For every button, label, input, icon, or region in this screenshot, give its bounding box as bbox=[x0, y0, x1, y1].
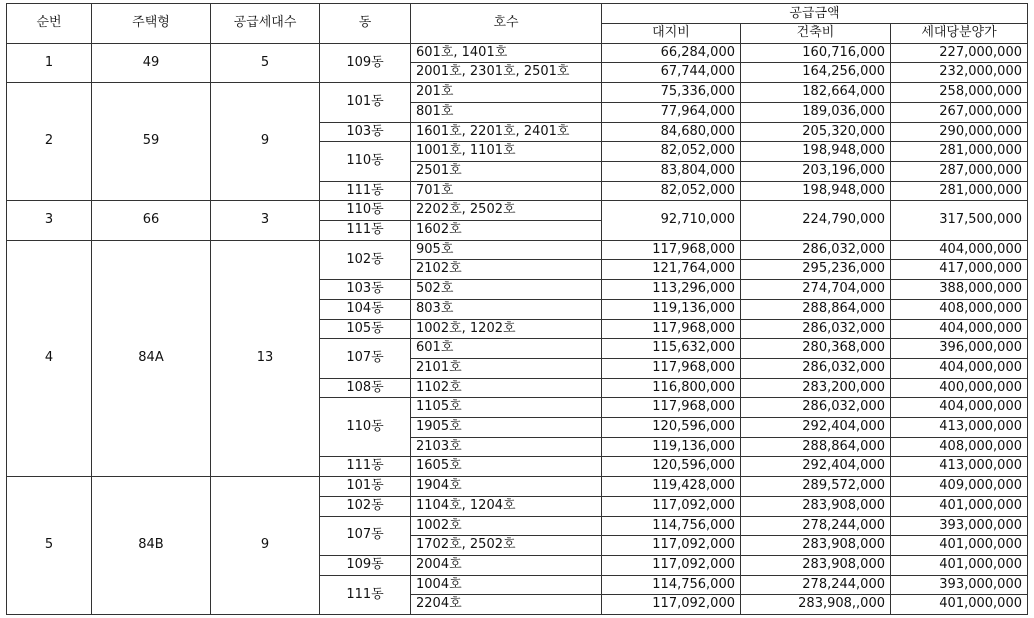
ho-cell: 2204호 bbox=[411, 595, 602, 615]
ho-cell: 1004호 bbox=[411, 575, 602, 595]
land-cost-cell: 117,968,000 bbox=[602, 240, 741, 260]
housing-type-cell: 84B bbox=[92, 477, 211, 615]
land-cost-cell: 82,052,000 bbox=[602, 142, 741, 162]
land-cost-cell: 117,968,000 bbox=[602, 398, 741, 418]
ho-cell: 2102호 bbox=[411, 260, 602, 280]
ho-cell: 201호 bbox=[411, 83, 602, 103]
ho-cell: 1905호 bbox=[411, 418, 602, 438]
dong-cell: 108동 bbox=[320, 378, 411, 398]
ho-cell: 1105호 bbox=[411, 398, 602, 418]
land-cost-cell: 66,284,000 bbox=[602, 43, 741, 63]
dong-cell: 109동 bbox=[320, 555, 411, 575]
header-land-cost: 대지비 bbox=[602, 24, 741, 44]
housing-type-cell: 66 bbox=[92, 201, 211, 240]
land-cost-cell: 119,136,000 bbox=[602, 299, 741, 319]
supply-units-cell: 5 bbox=[211, 43, 320, 82]
ho-cell: 601호 bbox=[411, 339, 602, 359]
building-cost-cell: 289,572,000 bbox=[741, 477, 891, 497]
ho-cell: 2202호, 2502호 bbox=[411, 201, 602, 221]
dong-cell: 109동 bbox=[320, 43, 411, 82]
ho-cell: 1002호 bbox=[411, 516, 602, 536]
supply-price-table bbox=[6, 3, 1028, 615]
unit-price-cell: 408,000,000 bbox=[891, 299, 1028, 319]
dong-cell: 103동 bbox=[320, 122, 411, 142]
dong-cell: 101동 bbox=[320, 83, 411, 122]
header-unit-price: 세대당분양가 bbox=[891, 24, 1028, 44]
table-row bbox=[7, 201, 1028, 221]
building-cost-cell: 286,032,000 bbox=[741, 240, 891, 260]
header-ho: 호수 bbox=[411, 4, 602, 44]
unit-price-cell: 281,000,000 bbox=[891, 181, 1028, 201]
header-supply-amount: 공급금액 bbox=[602, 4, 1028, 24]
building-cost-cell: 160,716,000 bbox=[741, 43, 891, 63]
dong-cell: 111동 bbox=[320, 181, 411, 201]
unit-price-cell: 393,000,000 bbox=[891, 516, 1028, 536]
dong-cell: 111동 bbox=[320, 575, 411, 614]
land-cost-cell: 120,596,000 bbox=[602, 418, 741, 438]
unit-price-cell: 290,000,000 bbox=[891, 122, 1028, 142]
ho-cell: 2501호 bbox=[411, 161, 602, 181]
supply-units-cell: 3 bbox=[211, 201, 320, 240]
dong-cell: 110동 bbox=[320, 398, 411, 457]
land-cost-cell: 113,296,000 bbox=[602, 280, 741, 300]
seq-cell: 4 bbox=[7, 240, 92, 476]
table-body bbox=[7, 43, 1028, 614]
unit-price-cell: 417,000,000 bbox=[891, 260, 1028, 280]
land-cost-cell: 117,968,000 bbox=[602, 319, 741, 339]
building-cost-cell: 164,256,000 bbox=[741, 63, 891, 83]
building-cost-cell: 189,036,000 bbox=[741, 102, 891, 122]
header-building-cost: 건축비 bbox=[741, 24, 891, 44]
dong-cell: 102동 bbox=[320, 496, 411, 516]
ho-cell: 1702호, 2502호 bbox=[411, 536, 602, 556]
building-cost-cell: 283,908,000 bbox=[741, 536, 891, 556]
building-cost-cell: 203,196,000 bbox=[741, 161, 891, 181]
housing-type-cell: 49 bbox=[92, 43, 211, 82]
seq-cell: 1 bbox=[7, 43, 92, 82]
ho-cell: 2001호, 2301호, 2501호 bbox=[411, 63, 602, 83]
supply-units-cell: 9 bbox=[211, 477, 320, 615]
dong-cell: 107동 bbox=[320, 339, 411, 378]
building-cost-cell: 288,864,000 bbox=[741, 299, 891, 319]
building-cost-cell: 224,790,000 bbox=[741, 201, 891, 240]
ho-cell: 905호 bbox=[411, 240, 602, 260]
unit-price-cell: 401,000,000 bbox=[891, 555, 1028, 575]
ho-cell: 1601호, 2201호, 2401호 bbox=[411, 122, 602, 142]
land-cost-cell: 77,964,000 bbox=[602, 102, 741, 122]
land-cost-cell: 117,092,000 bbox=[602, 496, 741, 516]
dong-cell: 110동 bbox=[320, 201, 411, 221]
table-row bbox=[7, 477, 1028, 497]
land-cost-cell: 92,710,000 bbox=[602, 201, 741, 240]
land-cost-cell: 83,804,000 bbox=[602, 161, 741, 181]
ho-cell: 2101호 bbox=[411, 358, 602, 378]
land-cost-cell: 117,092,000 bbox=[602, 536, 741, 556]
unit-price-cell: 401,000,000 bbox=[891, 536, 1028, 556]
unit-price-cell: 287,000,000 bbox=[891, 161, 1028, 181]
unit-price-cell: 401,000,000 bbox=[891, 595, 1028, 615]
unit-price-cell: 267,000,000 bbox=[891, 102, 1028, 122]
land-cost-cell: 114,756,000 bbox=[602, 575, 741, 595]
header-supply-units: 공급세대수 bbox=[211, 4, 320, 44]
unit-price-cell: 258,000,000 bbox=[891, 83, 1028, 103]
dong-cell: 104동 bbox=[320, 299, 411, 319]
ho-cell: 701호 bbox=[411, 181, 602, 201]
unit-price-cell: 404,000,000 bbox=[891, 358, 1028, 378]
building-cost-cell: 286,032,000 bbox=[741, 358, 891, 378]
land-cost-cell: 117,968,000 bbox=[602, 358, 741, 378]
housing-type-cell: 59 bbox=[92, 83, 211, 201]
building-cost-cell: 182,664,000 bbox=[741, 83, 891, 103]
unit-price-cell: 232,000,000 bbox=[891, 63, 1028, 83]
land-cost-cell: 114,756,000 bbox=[602, 516, 741, 536]
building-cost-cell: 280,368,000 bbox=[741, 339, 891, 359]
unit-price-cell: 396,000,000 bbox=[891, 339, 1028, 359]
supply-price-table-wrapper bbox=[6, 3, 1028, 615]
header-seq: 순번 bbox=[7, 4, 92, 44]
land-cost-cell: 121,764,000 bbox=[602, 260, 741, 280]
header-dong: 동 bbox=[320, 4, 411, 44]
land-cost-cell: 82,052,000 bbox=[602, 181, 741, 201]
unit-price-cell: 317,500,000 bbox=[891, 201, 1028, 240]
supply-units-cell: 13 bbox=[211, 240, 320, 476]
ho-cell: 1002호, 1202호 bbox=[411, 319, 602, 339]
ho-cell: 1904호 bbox=[411, 477, 602, 497]
land-cost-cell: 67,744,000 bbox=[602, 63, 741, 83]
unit-price-cell: 413,000,000 bbox=[891, 457, 1028, 477]
supply-units-cell: 9 bbox=[211, 83, 320, 201]
building-cost-cell: 274,704,000 bbox=[741, 280, 891, 300]
land-cost-cell: 116,800,000 bbox=[602, 378, 741, 398]
ho-cell: 1602호 bbox=[411, 221, 602, 241]
building-cost-cell: 205,320,000 bbox=[741, 122, 891, 142]
unit-price-cell: 401,000,000 bbox=[891, 496, 1028, 516]
ho-cell: 1102호 bbox=[411, 378, 602, 398]
unit-price-cell: 400,000,000 bbox=[891, 378, 1028, 398]
unit-price-cell: 404,000,000 bbox=[891, 240, 1028, 260]
building-cost-cell: 286,032,000 bbox=[741, 398, 891, 418]
unit-price-cell: 413,000,000 bbox=[891, 418, 1028, 438]
building-cost-cell: 283,908,000 bbox=[741, 555, 891, 575]
building-cost-cell: 292,404,000 bbox=[741, 457, 891, 477]
table-row bbox=[7, 43, 1028, 63]
ho-cell: 1001호, 1101호 bbox=[411, 142, 602, 162]
building-cost-cell: 278,244,000 bbox=[741, 516, 891, 536]
ho-cell: 1605호 bbox=[411, 457, 602, 477]
unit-price-cell: 404,000,000 bbox=[891, 398, 1028, 418]
land-cost-cell: 117,092,000 bbox=[602, 595, 741, 615]
ho-cell: 801호 bbox=[411, 102, 602, 122]
building-cost-cell: 283,200,000 bbox=[741, 378, 891, 398]
unit-price-cell: 409,000,000 bbox=[891, 477, 1028, 497]
building-cost-cell: 288,864,000 bbox=[741, 437, 891, 457]
ho-cell: 2004호 bbox=[411, 555, 602, 575]
seq-cell: 2 bbox=[7, 83, 92, 201]
seq-cell: 3 bbox=[7, 201, 92, 240]
building-cost-cell: 286,032,000 bbox=[741, 319, 891, 339]
land-cost-cell: 84,680,000 bbox=[602, 122, 741, 142]
header-housing-type: 주택형 bbox=[92, 4, 211, 44]
land-cost-cell: 115,632,000 bbox=[602, 339, 741, 359]
ho-cell: 502호 bbox=[411, 280, 602, 300]
housing-type-cell: 84A bbox=[92, 240, 211, 476]
table-row bbox=[7, 240, 1028, 260]
building-cost-cell: 278,244,000 bbox=[741, 575, 891, 595]
unit-price-cell: 393,000,000 bbox=[891, 575, 1028, 595]
land-cost-cell: 117,092,000 bbox=[602, 555, 741, 575]
building-cost-cell: 283,908,000 bbox=[741, 496, 891, 516]
dong-cell: 110동 bbox=[320, 142, 411, 181]
building-cost-cell: 295,236,000 bbox=[741, 260, 891, 280]
unit-price-cell: 281,000,000 bbox=[891, 142, 1028, 162]
land-cost-cell: 75,336,000 bbox=[602, 83, 741, 103]
building-cost-cell: 198,948,000 bbox=[741, 142, 891, 162]
ho-cell: 1104호, 1204호 bbox=[411, 496, 602, 516]
building-cost-cell: 283,908,,000 bbox=[741, 595, 891, 615]
dong-cell: 103동 bbox=[320, 280, 411, 300]
dong-cell: 111동 bbox=[320, 221, 411, 241]
unit-price-cell: 408,000,000 bbox=[891, 437, 1028, 457]
dong-cell: 107동 bbox=[320, 516, 411, 555]
dong-cell: 111동 bbox=[320, 457, 411, 477]
building-cost-cell: 292,404,000 bbox=[741, 418, 891, 438]
seq-cell: 5 bbox=[7, 477, 92, 615]
ho-cell: 2103호 bbox=[411, 437, 602, 457]
ho-cell: 601호, 1401호 bbox=[411, 43, 602, 63]
table-row bbox=[7, 83, 1028, 103]
land-cost-cell: 120,596,000 bbox=[602, 457, 741, 477]
unit-price-cell: 404,000,000 bbox=[891, 319, 1028, 339]
dong-cell: 105동 bbox=[320, 319, 411, 339]
dong-cell: 101동 bbox=[320, 477, 411, 497]
building-cost-cell: 198,948,000 bbox=[741, 181, 891, 201]
land-cost-cell: 119,428,000 bbox=[602, 477, 741, 497]
unit-price-cell: 388,000,000 bbox=[891, 280, 1028, 300]
ho-cell: 803호 bbox=[411, 299, 602, 319]
unit-price-cell: 227,000,000 bbox=[891, 43, 1028, 63]
land-cost-cell: 119,136,000 bbox=[602, 437, 741, 457]
dong-cell: 102동 bbox=[320, 240, 411, 279]
